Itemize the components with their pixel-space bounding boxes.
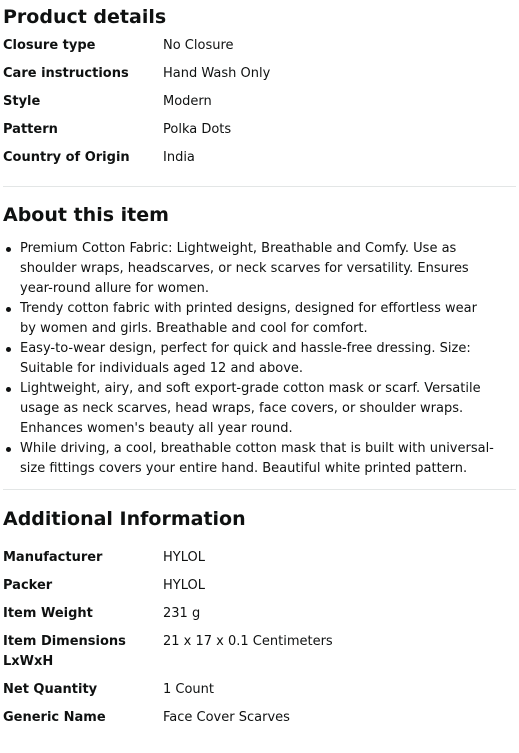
attribute-value: Modern [163,94,212,109]
attribute-label: Item Weight [3,606,93,621]
list-item: Premium Cotton Fabric: Lightweight, Breathable and Comfy. Use as shoulder wraps, headscarves, or neck scarves for versatility. Ensures year-round allure for women. [20,239,516,299]
product-details-section-header [3,0,516,33]
attribute-label: Care instructions [3,66,129,81]
attribute-label: Pattern [3,122,58,137]
table-row [3,708,516,736]
list-item: Lightweight, airy, and soft export-grade cotton mask or scarf. Versatile usage as neck scarves, head wraps, face covers, or shoulder wraps. Enhances women's beauty all year round. [20,379,516,439]
table-row [3,61,516,89]
attribute-label: Manufacturer [3,550,103,565]
attribute-label: Packer [3,578,53,593]
attribute-label: Closure type [3,38,96,53]
attribute-value: 1 Count [163,682,215,697]
attribute-value: Face Cover Scarves [163,710,290,725]
additional-info-table [3,548,516,736]
additional-info-section-header [3,490,516,535]
table-row [3,576,516,604]
list-item: Easy-to-wear design, perfect for quick and hassle-free dressing. Size: Suitable for individuals aged 12 and above. [20,339,516,379]
table-row [3,680,516,708]
attribute-value: 231 g [163,606,201,621]
table-row [3,89,516,117]
attribute-label: Style [3,94,41,109]
table-row [3,604,516,632]
about-section-header [3,187,516,231]
attribute-label: Generic Name [3,710,106,725]
table-row [3,632,516,680]
attribute-label: Item Dimensions LxWxH [3,634,126,669]
table-row [3,145,516,173]
table-row [3,33,516,61]
about-heading: About this item [3,204,169,226]
attribute-value: Hand Wash Only [163,66,271,81]
attribute-label: Net Quantity [3,682,98,697]
attribute-value: HYLOL [163,578,205,593]
attribute-value: No Closure [163,38,234,53]
product-details-table [3,33,516,173]
table-row [3,117,516,145]
list-item: Trendy cotton fabric with printed designs, designed for effortless wear by women and girls. Breathable and cool for comfort. [20,299,516,339]
about-bullet-list [3,239,516,479]
table-row [3,548,516,576]
product-details-heading: Product details [3,6,167,28]
attribute-value: Polka Dots [163,122,232,137]
attribute-value: India [163,150,195,165]
attribute-label: Country of Origin [3,150,130,165]
additional-info-heading: Additional Information [3,508,246,530]
attribute-value: 21 x 17 x 0.1 Centimeters [163,634,333,649]
attribute-value: HYLOL [163,550,205,565]
list-item: While driving, a cool, breathable cotton mask that is built with universal-size fittings covers your entire hand. Beautiful white printed pattern. [20,439,516,479]
